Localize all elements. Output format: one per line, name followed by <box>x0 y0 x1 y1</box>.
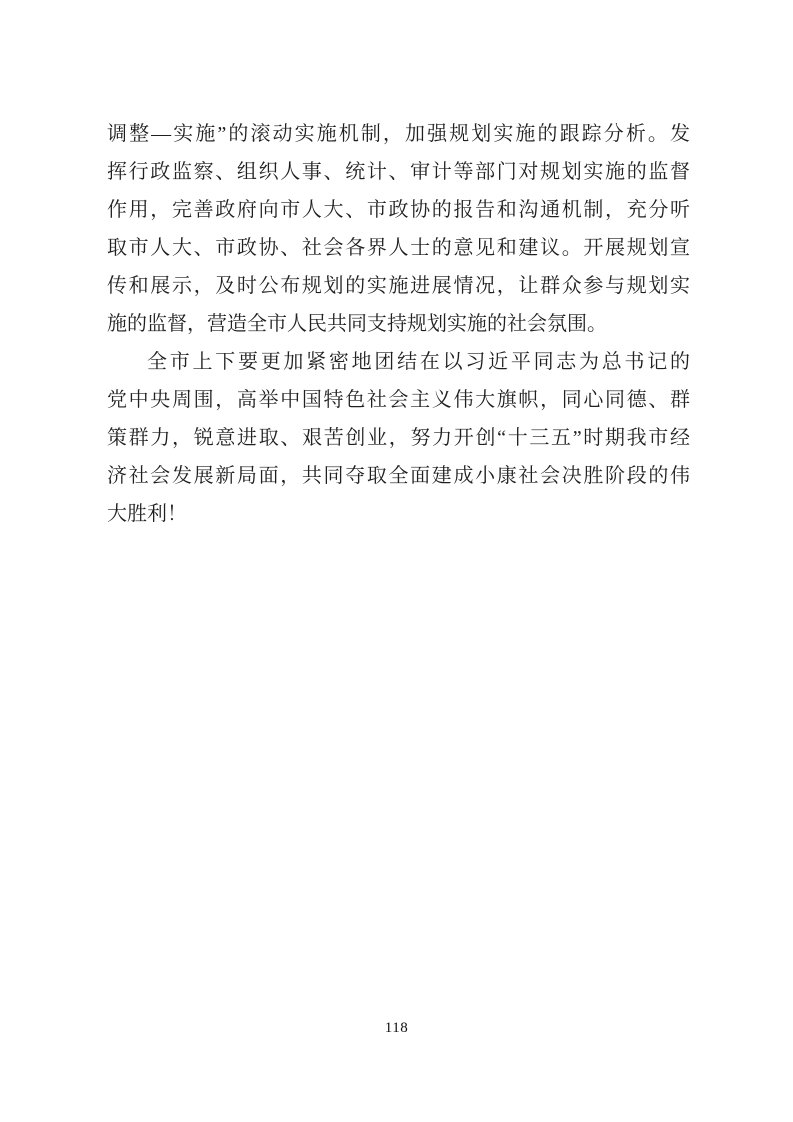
text-line: 调整—实施”的滚动实施机制，加强规划实施的跟踪分析。发 <box>107 123 690 145</box>
text-line-paragraph-start: 全市上下要更加紧密地团结在以习近平同志为总书记的 <box>147 351 690 373</box>
body-text <box>107 115 690 533</box>
text-line-paragraph-end: 大胜利！ <box>107 503 187 525</box>
page-number: 118 <box>384 1020 409 1036</box>
text-line: 作用，完善政府向市人大、市政协的报告和沟通机制，充分听 <box>107 199 690 221</box>
text-line-paragraph-end: 施的监督，营造全市人民共同支持规划实施的社会氛围。 <box>107 313 607 335</box>
text-line: 党中央周围，高举中国特色社会主义伟大旗帜，同心同德、群 <box>107 389 690 411</box>
text-line: 取市人大、市政协、社会各界人士的意见和建议。开展规划宣 <box>107 237 690 259</box>
text-line: 策群力，锐意进取、艰苦创业，努力开创“十三五”时期我市经 <box>107 427 690 449</box>
text-line: 传和展示，及时公布规划的实施进展情况，让群众参与规划实 <box>107 275 690 297</box>
text-line: 济社会发展新局面，共同夺取全面建成小康社会决胜阶段的伟 <box>107 465 690 487</box>
text-line: 挥行政监察、组织人事、统计、审计等部门对规划实施的监督 <box>107 161 690 183</box>
